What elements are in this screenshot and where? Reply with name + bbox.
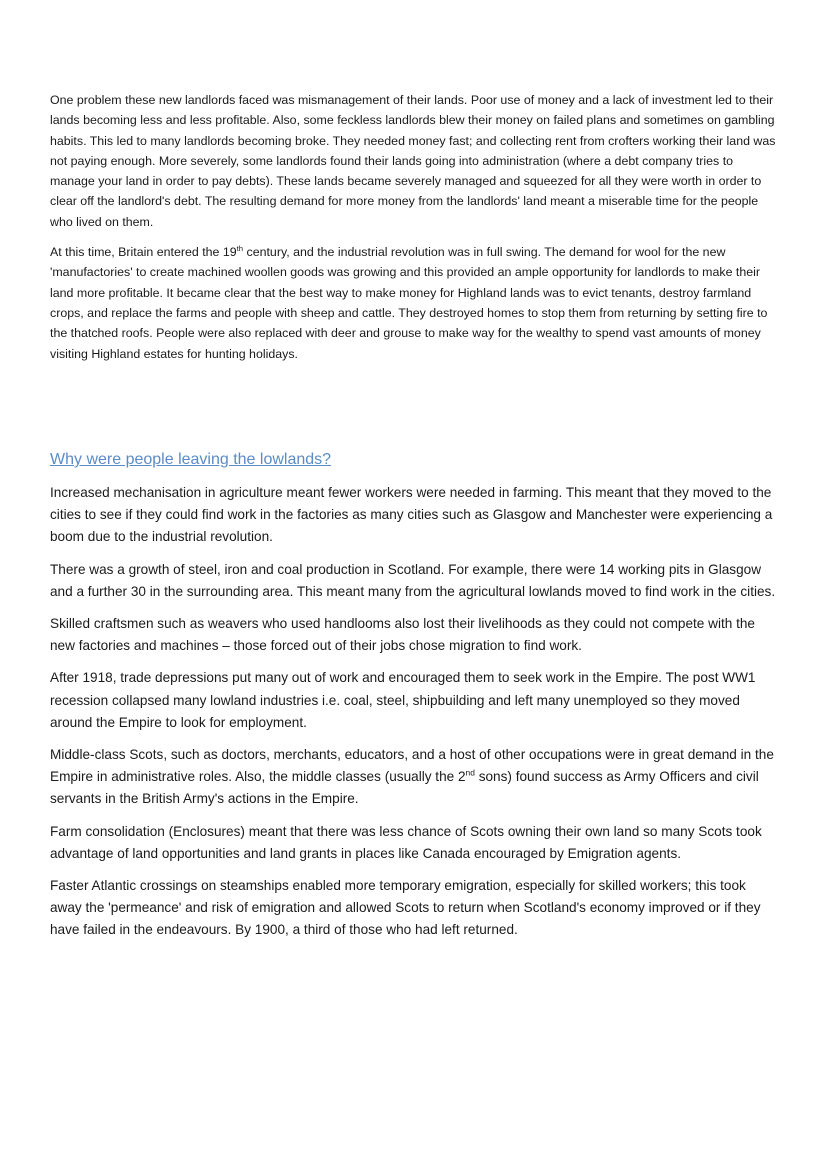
paragraph-farm-consolidation: Farm consolidation (Enclosures) meant that there was less chance of Scots owning their own land so many Scots took advantage of land opportunities and land grants in places like Canada encouraged by Emigration agents. [50,823,762,861]
paragraph-text-after: century, and the industrial revolution was in full swing. The demand for wool for the new 'manufactories' to create machined woollen goods was growing and this provided an ample opportunity for landlords to make their land more profitable. It became clear that the best way to make money for Highland lands was to evict tenants, destroy farmland crops, and replace the farms and people with sheep and cattle. They destroyed homes to stop them from returning by setting fire to the thatched roofs. People were also replaced with deer and grouse to make way for the wealthy to spend vast amounts of money visiting Highland estates for hunting holidays. [50,245,768,361]
section-heading: Why were people leaving the lowlands? [50,451,332,468]
paragraph-atlantic-crossings: Faster Atlantic crossings on steamships enabled more temporary emigration, especially for skilled workers; this took away the 'permeance' and risk of emigration and allowed Scots to return when Scotland's economy improved or if they have failed in the endeavours. By 1900, a third of those who had left returned. [50,878,761,938]
paragraph-text-before: Middle-class Scots, such as doctors, merchants, educators, and a host of other occupations were in great demand in the Empire in administrative roles. Also, the middle classes (usually the 2 [50,747,774,785]
superscript-ordinal: nd [465,767,475,778]
paragraph-steel-iron-coal: There was a growth of steel, iron and coal production in Scotland. For example, there were 14 working pits in Glasgow and a further 30 in the surrounding area. This meant many from the agricultural lowlands moved to find work in the cities. [50,561,776,599]
lowlands-section [50,482,780,952]
paragraph-text-after: sons) found success as Army Officers and civil servants in the British Army's actions in the Empire. [50,769,759,807]
superscript-ordinal: th [236,243,244,253]
highland-clearances-section [50,90,780,374]
paragraph-landlord-mismanagement: One problem these new landlords faced was mismanagement of their lands. Poor use of money and a lack of investment led to their lands becoming less and less profitable. Also, some feckless landlords blew their money on failed plans and sometimes on gambling habits. This led to many landlords becoming broke. They needed money fast; and collecting rent from crofters working their land was not paying enough. More severely, some landlords found their lands going into administration (where a debt company tries to manage your land in order to pay debts). These lands became severely managed and squeezed for all they were worth in order to clear off the landlord's debt. The resulting demand for more money from the landlords' land meant a miserable time for the people who lived on them. [50,93,776,229]
paragraph-mechanisation: Increased mechanisation in agriculture meant fewer workers were needed in farming. This meant that they moved to the cities to see if they could find work in the factories as many cities such as Glasgow and Manchester were experiencing a boom due to the industrial revolution. [50,485,773,545]
paragraph-trade-depressions: After 1918, trade depressions put many out of work and encouraged them to seek work in the Empire. The post WW1 recession collapsed many lowland industries i.e. coal, steel, shipbuilding and left many unemployed so they moved around the Empire to look for employment. [50,670,756,730]
paragraph-middle-class [50,744,780,811]
paragraph-industrial-revolution [50,242,780,364]
paragraph-skilled-craftsmen: Skilled craftsmen such as weavers who used handlooms also lost their livelihoods as they could not compete with the new factories and machines – those forced out of their jobs chose migration to find work. [50,616,755,654]
paragraph-text-before: At this time, Britain entered the 19 [50,245,237,260]
